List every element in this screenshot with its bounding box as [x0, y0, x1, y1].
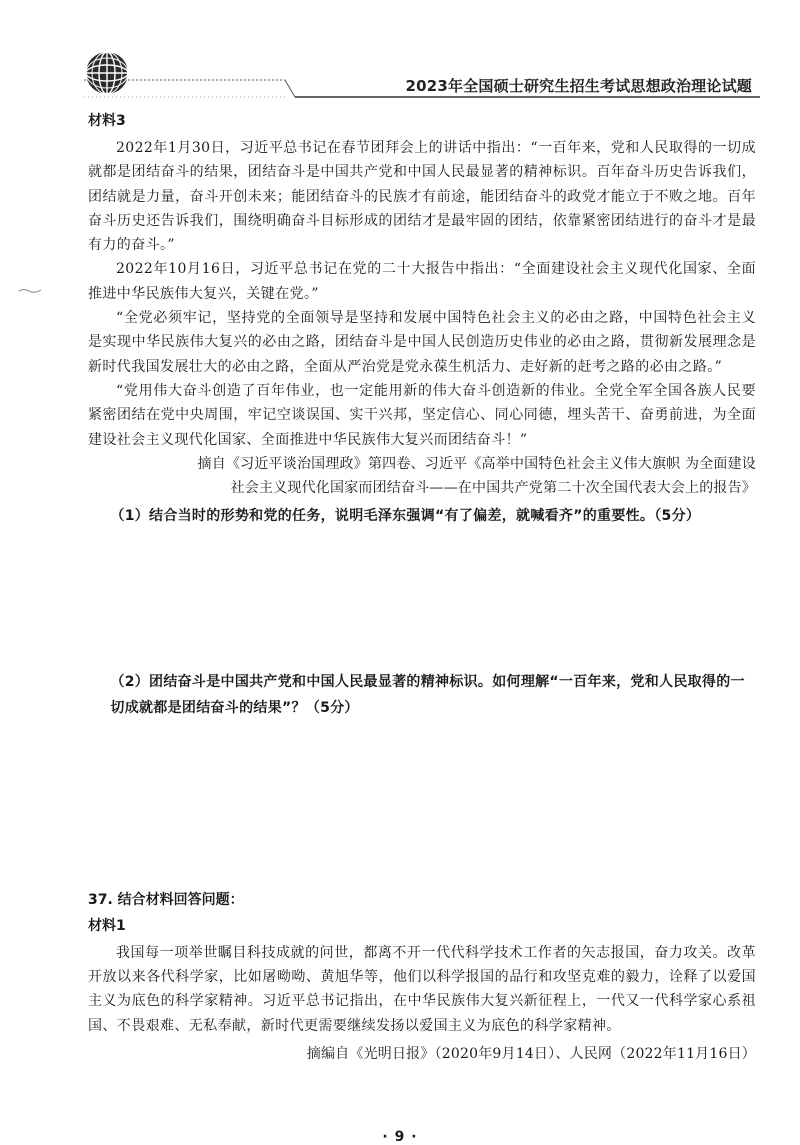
- globe-logo-icon: [84, 50, 130, 96]
- page-number: · 9 ·: [382, 1129, 418, 1145]
- material3-heading: 材料3: [88, 113, 126, 129]
- q37-source: 摘编自《光明日报》（2020年9月14日）、人民网（2022年11月16日）: [306, 1046, 756, 1063]
- q37-heading: 37. 结合材料回答问题：: [88, 891, 244, 908]
- question-2: （2）团结奋斗是中国共产党和中国人民最显著的精神标识。如何理解“一百年来，党和人民取得的一切成就都是团结奋斗的结果”？（5分）: [110, 673, 745, 716]
- q37-material1-paragraph: 我国每一项举世瞩目科技成就的问世，都离不开一代代科学技术工作者的矢志报国，奋力攻关。改革开放以来各代科学家，比如屠呦呦、黄旭华等，他们以科学报国的品行和攻坚克难的毅力，诠释了以爱国主义为底色的科学家精神。习近平总书记指出，在中华民族伟大复兴新征程上，一代又一代科学家心系祖国、不畏艰难、无私奉献，新时代更需要继续发扬以爱国主义为底色的科学家精神。: [88, 944, 756, 1034]
- margin-scribble: [18, 286, 42, 294]
- page-header: [0, 0, 800, 105]
- answer-space-2: [88, 721, 756, 887]
- material3-paragraph-3: “全党必须牢记，坚持党的全面领导是坚持和发展中国特色社会主义的必由之路，中国特色社会主义是实现中华民族伟大复兴的必由之路，团结奋斗是中国人民创造历史伟业的必由之路，贯彻新发展理念是新时代我国发展壮大的必由之路，全面从严治党是党永葆生机活力、走好新的赶考之路的必由之路。”: [88, 310, 756, 375]
- material3-paragraph-1: 2022年1月30日，习近平总书记在春节团拜会上的讲话中指出：“一百年来，党和人民取得的一切成就都是团结奋斗的结果，团结奋斗是中国共产党和中国人民最显著的精神标识。百年奋斗历史告诉我们，团结就是力量，奋斗开创未来；能团结奋斗的民族才有前途，能团结奋斗的政党才能立于不败之地。百年奋斗历史还告诉我们，围绕明确奋斗目标形成的团结才是最牢固的团结，依靠紧密团结进行的奋斗才是最有力的奋斗。”: [88, 140, 756, 254]
- exam-content: [88, 108, 756, 1067]
- header-title: 2023年全国硕士研究生招生考试思想政治理论试题: [405, 77, 752, 95]
- q37-material1-heading: 材料1: [88, 917, 126, 934]
- question-1: （1）结合当时的形势和党的任务，说明毛泽东强调“有了偏差，就喊看齐”的重要性。（5分）: [110, 507, 701, 524]
- material3-paragraph-2: 2022年10月16日，习近平总书记在党的二十大报告中指出：“全面建设社会主义现代化国家、全面推进中华民族伟大复兴，关键在党。”: [88, 261, 756, 302]
- answer-space-1: [88, 529, 756, 669]
- material3-source-line-2: 社会主义现代化国家而团结奋斗——在中国共产党第二十次全国代表大会上的报告》: [230, 480, 756, 497]
- material3-paragraph-4: “党用伟大奋斗创造了百年伟业，也一定能用新的伟大奋斗创造新的伟业。全党全军全国各族人民要紧密团结在党中央周围，牢记空谈误国、实干兴邦，坚定信心、同心同德，埋头苦干、奋勇前进，为全面建设社会主义现代化国家、全面推进中华民族伟大复兴而团结奋斗！”: [88, 382, 756, 448]
- material3-source-line-1: 摘自《习近平谈治国理政》第四卷、习近平《高举中国特色社会主义伟大旗帜 为全面建设: [197, 455, 756, 472]
